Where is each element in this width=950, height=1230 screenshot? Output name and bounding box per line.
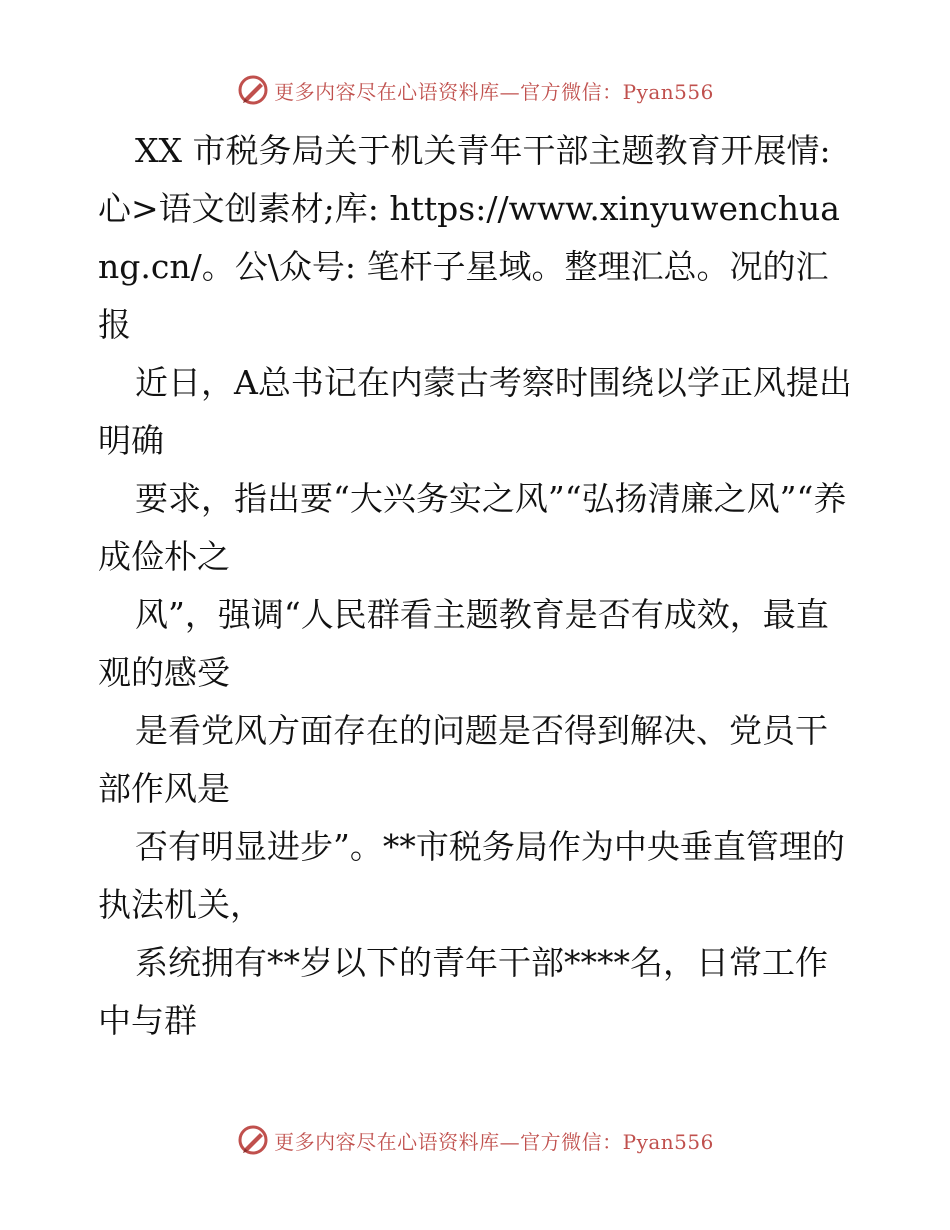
header-banner xyxy=(0,70,950,110)
banner-text: 更多内容尽在心语资料库—官方微信：Pyan556 xyxy=(274,1129,714,1154)
paragraph: XX 市税务局关于机关青年干部主题教育开展情:心>语文创素材;库: https://www.xinyuwenchuang.cn/。公\众号: 笔杆子星域。整理汇总。况的汇报 xyxy=(98,131,840,344)
footer-banner xyxy=(0,1120,950,1160)
paragraph: 是看党风方面存在的问题是否得到解决、党员干部作风是 xyxy=(98,711,828,808)
document-body xyxy=(98,122,858,1050)
paragraph: 近日，A总书记在内蒙古考察时围绕以学正风提出明确 xyxy=(98,363,852,460)
paragraph: 风”，强调“人民群看主题教育是否有成效，最直观的感受 xyxy=(98,595,829,692)
paragraph: 要求，指出要“大兴务实之风”“弘扬清廉之风”“养成俭朴之 xyxy=(98,479,847,576)
banner-text: 更多内容尽在心语资料库—官方微信：Pyan556 xyxy=(274,79,714,104)
paragraph: 否有明显进步”。**市税务局作为中央垂直管理的执法机关， xyxy=(98,827,845,924)
pen-logo-icon xyxy=(236,73,270,107)
paragraph: 系统拥有**岁以下的青年干部****名，日常工作中与群 xyxy=(98,943,828,1040)
pen-logo-icon xyxy=(236,1123,270,1157)
